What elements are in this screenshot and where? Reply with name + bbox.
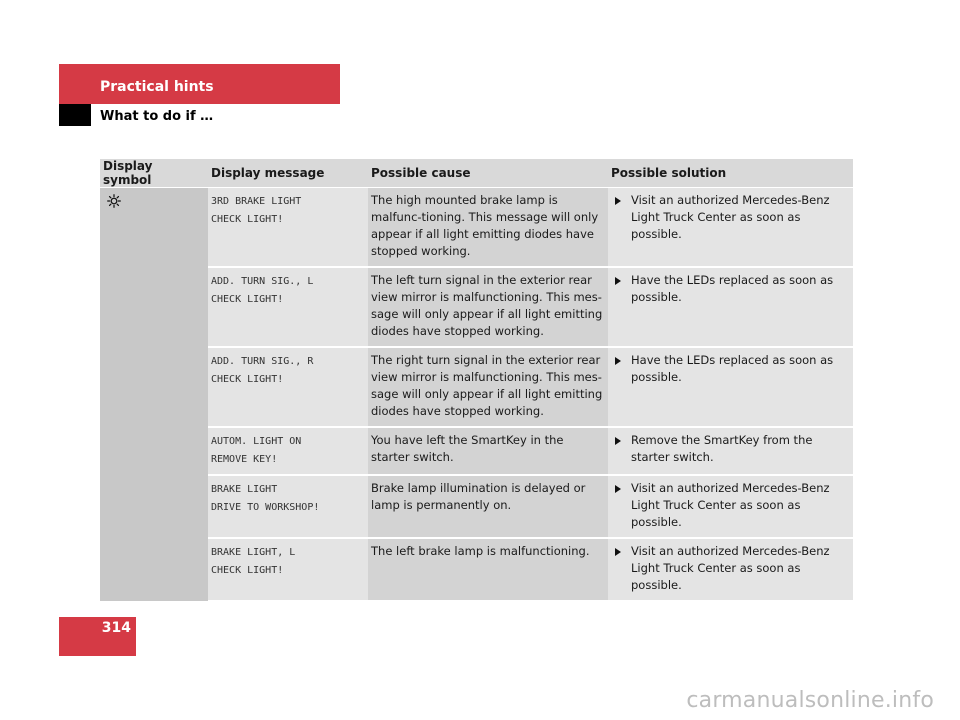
possible-solution: Visit an authorized Mercedes-Benz Light Truck Center as soon as possible. [631,481,830,529]
possible-cause: You have left the SmartKey in the starter switch. [368,427,608,475]
table-row [100,267,853,347]
light-bulb-icon [107,194,121,208]
display-symbol-cell [100,188,208,602]
bullet-arrow-icon [615,437,621,445]
table-row [100,347,853,427]
display-message: ADD. TURN SIG., R CHECK LIGHT! [211,356,314,385]
possible-solution: Have the LEDs replaced as soon as possible. [631,353,834,384]
possible-cause: Brake lamp illumination is delayed or lamp is permanently on. [368,475,608,538]
watermark: carmanualsonline.info [686,688,934,713]
bullet-arrow-icon [615,277,621,285]
bullet-arrow-icon [615,548,621,556]
possible-cause: The right turn signal in the exterior rear view mirror is malfunctioning. This mes-sage will only appear if all light emitting diodes have stopped working. [368,347,608,427]
possible-solution: Visit an authorized Mercedes-Benz Light Truck Center as soon as possible. [631,544,830,592]
column-header-cause: Possible cause [368,159,608,188]
column-header-symbol: Display symbol [100,159,208,188]
possible-solution: Visit an authorized Mercedes-Benz Light Truck Center as soon as possible. [631,193,830,241]
section-marker [59,104,91,126]
column-header-message: Display message [208,159,368,188]
display-message: ADD. TURN SIG., L CHECK LIGHT! [211,276,314,305]
table-row [100,188,853,268]
possible-solution: Remove the SmartKey from the starter switch. [631,433,813,464]
section-title: Practical hints [100,79,214,95]
page-number: 314 [101,620,131,636]
possible-cause: The left brake lamp is malfunctioning. [368,538,608,601]
display-message: 3RD BRAKE LIGHT CHECK LIGHT! [211,196,302,225]
possible-solution: Have the LEDs replaced as soon as possible. [631,273,834,304]
possible-cause: The left turn signal in the exterior rear view mirror is malfunctioning. This mes-sage will only appear if all light emitting diodes have stopped working. [368,267,608,347]
display-message: BRAKE LIGHT DRIVE TO WORKSHOP! [211,484,320,513]
display-message: AUTOM. LIGHT ON REMOVE KEY! [211,436,302,465]
table-row [100,427,853,475]
possible-cause: The high mounted brake lamp is malfunc-tioning. This message will only appear if all light emitting diodes have stopped working. [368,188,608,268]
table-row [100,475,853,538]
table-row [100,538,853,601]
hints-table [100,159,853,602]
table-header-row [100,159,853,188]
section-subtitle: What to do if … [100,109,214,124]
bullet-arrow-icon [615,357,621,365]
bullet-arrow-icon [615,485,621,493]
bullet-arrow-icon [615,197,621,205]
display-message: BRAKE LIGHT, L CHECK LIGHT! [211,547,296,576]
column-header-solution: Possible solution [608,159,853,188]
